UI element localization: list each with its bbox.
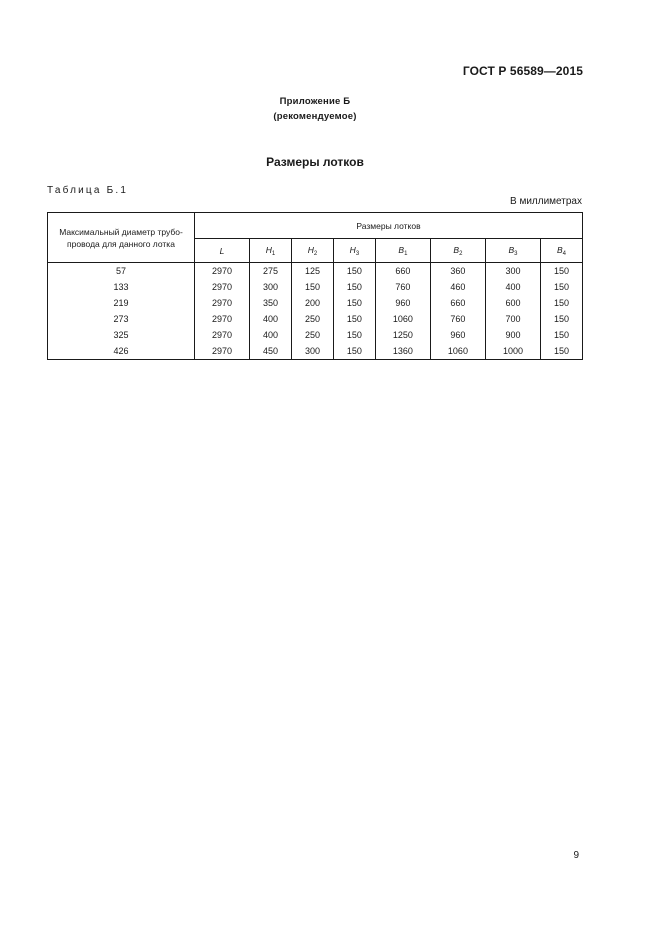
dimension-value-cell: 960: [430, 327, 485, 343]
dimension-value-cell: 300: [485, 263, 540, 280]
dimension-value-cell: 450: [250, 343, 292, 360]
dimension-symbol: H: [265, 244, 272, 255]
dimension-value-cell: 275: [250, 263, 292, 280]
dimension-header: [195, 239, 250, 263]
pipe-diameter-cell: 133: [48, 279, 195, 295]
appendix-subtitle: (рекомендуемое): [273, 111, 357, 122]
dimension-value-cell: 2970: [195, 343, 250, 360]
dimension-value-cell: 150: [291, 279, 333, 295]
dimension-symbol: B: [398, 244, 405, 255]
dimension-value-cell: 2970: [195, 295, 250, 311]
table-row: [48, 311, 583, 327]
section-title: Размеры лотков: [266, 155, 364, 169]
dimension-subscript: 2: [313, 250, 318, 257]
dimension-symbol: H: [349, 244, 356, 255]
dimension-header: [485, 239, 540, 263]
dimension-value-cell: 1060: [430, 343, 485, 360]
pipe-diameter-cell: 57: [48, 263, 195, 280]
dimension-value-cell: 250: [291, 311, 333, 327]
diameter-column-header: Максимальный диаметр трубо-провода для данного лотка: [48, 213, 195, 263]
dimension-header: [333, 239, 375, 263]
table-row: [48, 343, 583, 360]
dimension-value-cell: 300: [291, 343, 333, 360]
dimension-value-cell: 150: [540, 295, 582, 311]
dimension-value-cell: 150: [333, 295, 375, 311]
dimension-value-cell: 400: [485, 279, 540, 295]
dimension-value-cell: 350: [250, 295, 292, 311]
dimension-value-cell: 2970: [195, 279, 250, 295]
table-caption: Таблица Б.1: [47, 185, 129, 196]
table-row: [48, 295, 583, 311]
dimension-value-cell: 150: [333, 327, 375, 343]
dimension-value-cell: 250: [291, 327, 333, 343]
dimension-value-cell: 150: [540, 327, 582, 343]
dimension-value-cell: 125: [291, 263, 333, 280]
dimension-subscript: 3: [514, 250, 518, 257]
dimension-value-cell: 150: [333, 311, 375, 327]
dimension-value-cell: 600: [485, 295, 540, 311]
dimension-value-cell: 150: [333, 343, 375, 360]
dimension-value-cell: 150: [540, 263, 582, 280]
dimension-symbol: B: [556, 244, 563, 255]
appendix-heading: [0, 94, 630, 124]
dimension-symbol: B: [508, 244, 515, 255]
dimension-value-cell: 900: [485, 327, 540, 343]
dimension-header: [291, 239, 333, 263]
appendix-title: Приложение Б: [279, 96, 351, 107]
pipe-diameter-cell: 273: [48, 311, 195, 327]
dimension-value-cell: 1000: [485, 343, 540, 360]
dimension-value-cell: 2970: [195, 327, 250, 343]
dimension-value-cell: 960: [375, 295, 430, 311]
dimension-subscript: 1: [404, 250, 408, 257]
document-code: ГОСТ Р 56589—2015: [462, 64, 583, 78]
tray-dimensions-table: [47, 212, 583, 360]
dimension-value-cell: 2970: [195, 263, 250, 280]
dimension-subscript: 2: [459, 250, 463, 257]
dimension-header: [540, 239, 582, 263]
dimension-value-cell: 2970: [195, 311, 250, 327]
table-body: [48, 263, 583, 360]
dimension-value-cell: 760: [375, 279, 430, 295]
dimension-value-cell: 760: [430, 311, 485, 327]
dimension-value-cell: 660: [430, 295, 485, 311]
tray-dimensions-group-header: Размеры лотков: [195, 213, 583, 239]
pipe-diameter-cell: 426: [48, 343, 195, 360]
dimension-value-cell: 150: [540, 343, 582, 360]
dimension-subscript: 1: [271, 250, 276, 257]
table-row: [48, 263, 583, 280]
table-row: [48, 279, 583, 295]
dimension-symbol: L: [219, 245, 225, 256]
dimension-value-cell: 660: [375, 263, 430, 280]
dimension-value-cell: 1360: [375, 343, 430, 360]
dimension-header: [430, 239, 485, 263]
dimension-value-cell: 700: [485, 311, 540, 327]
dimension-header: [375, 239, 430, 263]
units-note: В миллиметрах: [510, 196, 582, 207]
dimension-value-cell: 150: [333, 263, 375, 280]
dimension-value-cell: 150: [333, 279, 375, 295]
dimension-subscript: 3: [355, 250, 360, 257]
dimension-value-cell: 150: [540, 279, 582, 295]
dimension-value-cell: 200: [291, 295, 333, 311]
pipe-diameter-cell: 219: [48, 295, 195, 311]
dimension-value-cell: 360: [430, 263, 485, 280]
dimension-subscript: 4: [562, 250, 566, 257]
table-header-row: [48, 213, 583, 239]
page-number: 9: [573, 850, 579, 861]
dimension-symbol: H: [307, 244, 314, 255]
table-row: [48, 327, 583, 343]
dimension-header: [250, 239, 292, 263]
pipe-diameter-cell: 325: [48, 327, 195, 343]
dimension-value-cell: 1060: [375, 311, 430, 327]
dimension-symbol: B: [453, 244, 460, 255]
dimension-value-cell: 460: [430, 279, 485, 295]
dimension-value-cell: 150: [540, 311, 582, 327]
dimension-value-cell: 300: [250, 279, 292, 295]
dimension-value-cell: 1250: [375, 327, 430, 343]
table-head: [48, 213, 583, 263]
dimension-value-cell: 400: [250, 311, 292, 327]
dimension-value-cell: 400: [250, 327, 292, 343]
